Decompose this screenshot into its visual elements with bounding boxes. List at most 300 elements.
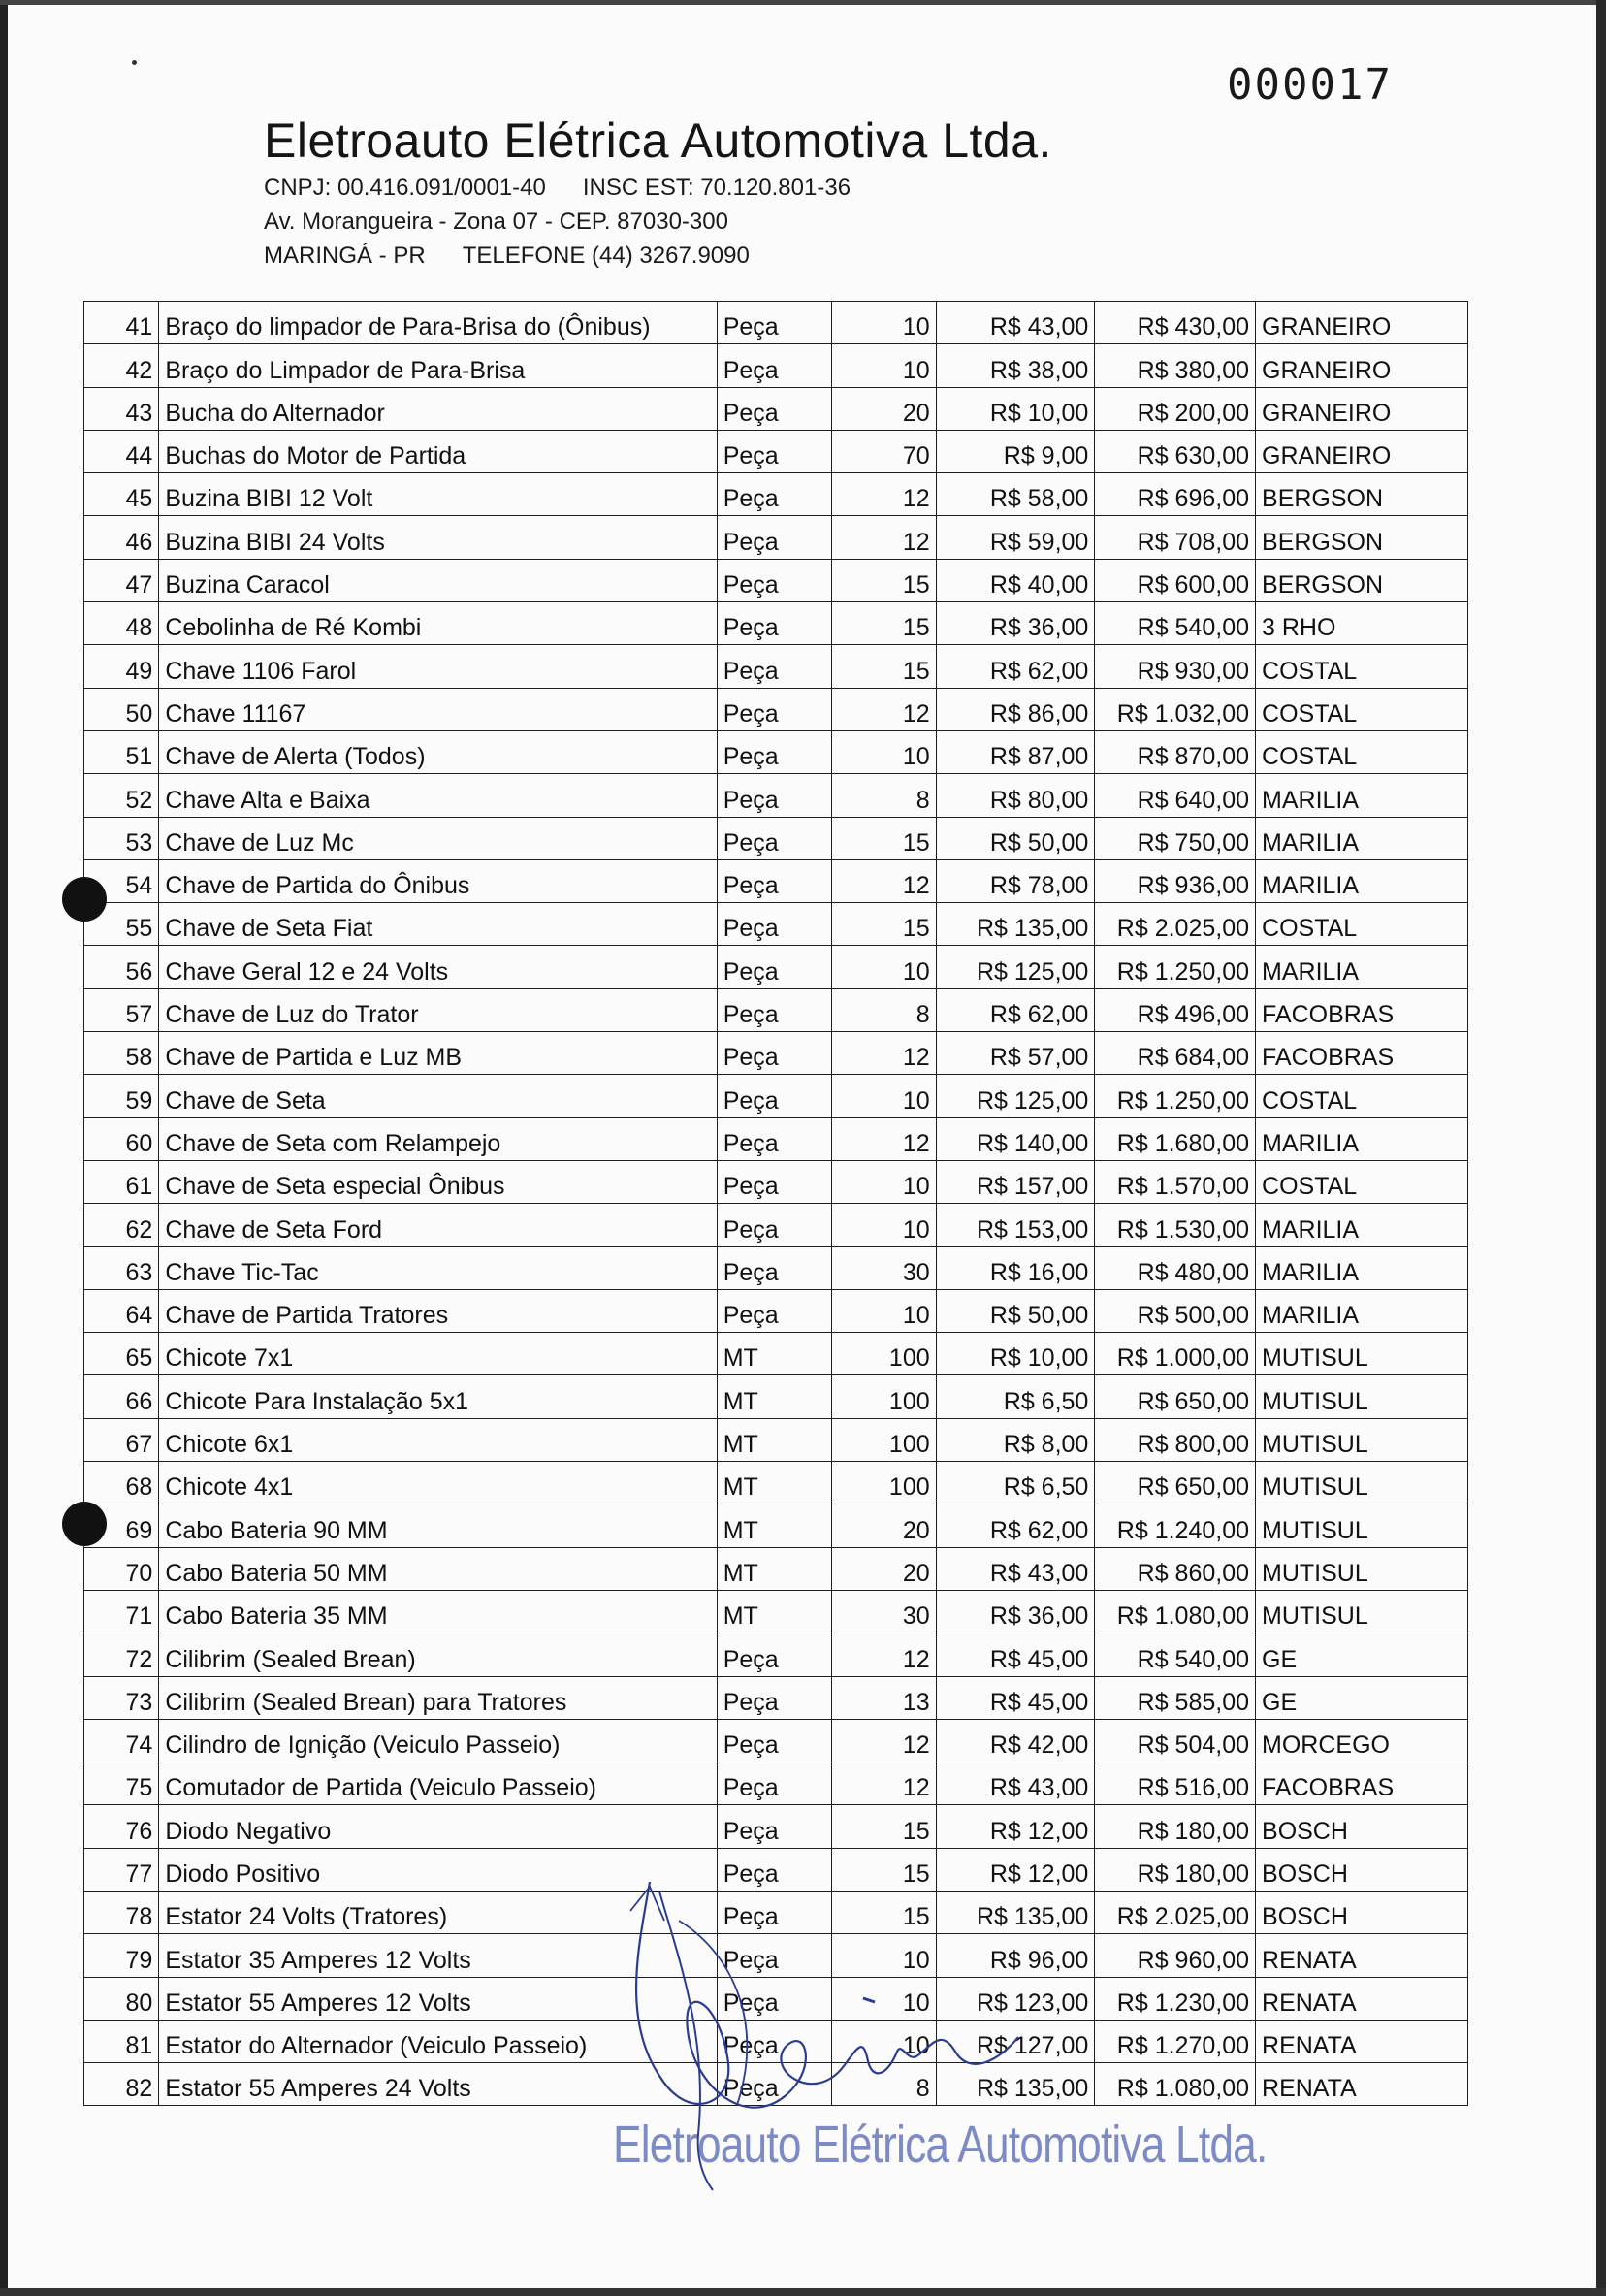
item-brand: RENATA (1256, 1977, 1468, 2020)
item-number: 81 (84, 2020, 159, 2062)
item-total: R$ 2.025,00 (1095, 1891, 1256, 1933)
item-quantity: 12 (832, 473, 936, 516)
item-brand: RENATA (1256, 2063, 1468, 2106)
item-unit: MT (717, 1418, 831, 1461)
item-quantity: 10 (832, 1160, 936, 1203)
item-description: Chave Alta e Baixa (159, 774, 717, 817)
item-unit: Peça (717, 903, 831, 946)
item-unit-price: R$ 36,00 (936, 602, 1095, 645)
item-unit-price: R$ 8,00 (936, 1418, 1095, 1461)
table-row (84, 1762, 1468, 1805)
item-unit-price: R$ 135,00 (936, 903, 1095, 946)
item-total: R$ 930,00 (1095, 645, 1256, 688)
item-unit-price: R$ 45,00 (936, 1676, 1095, 1719)
company-name: Eletroauto Elétrica Automotiva Ltda. (264, 113, 1052, 168)
item-description: Chave de Seta (159, 1075, 717, 1117)
item-description: Chave de Seta Ford (159, 1204, 717, 1246)
item-brand: MARILIA (1256, 1246, 1468, 1289)
table-row (84, 1590, 1468, 1633)
item-brand: BERGSON (1256, 473, 1468, 516)
item-unit-price: R$ 50,00 (936, 1289, 1095, 1332)
item-unit: Peça (717, 988, 831, 1031)
item-total: R$ 1.270,00 (1095, 2020, 1256, 2062)
item-description: Chave de Luz do Trator (159, 988, 717, 1031)
item-total: R$ 1.240,00 (1095, 1504, 1256, 1547)
table-row (84, 730, 1468, 773)
table-row (84, 1633, 1468, 1676)
item-unit-price: R$ 10,00 (936, 387, 1095, 430)
table-row (84, 645, 1468, 688)
item-brand: GRANEIRO (1256, 302, 1468, 344)
item-brand: MUTISUL (1256, 1462, 1468, 1504)
item-brand: FACOBRAS (1256, 1032, 1468, 1075)
item-unit: Peça (717, 302, 831, 344)
item-unit: Peça (717, 645, 831, 688)
item-unit-price: R$ 80,00 (936, 774, 1095, 817)
item-total: R$ 1.570,00 (1095, 1160, 1256, 1203)
item-description: Chave de Partida do Ônibus (159, 859, 717, 902)
item-quantity: 15 (832, 645, 936, 688)
item-total: R$ 2.025,00 (1095, 903, 1256, 946)
table-row (84, 473, 1468, 516)
item-description: Diodo Negativo (159, 1805, 717, 1848)
table-row (84, 1504, 1468, 1547)
item-brand: MARILIA (1256, 1117, 1468, 1160)
item-unit-price: R$ 6,50 (936, 1375, 1095, 1418)
item-total: R$ 696,00 (1095, 473, 1256, 516)
item-number: 63 (84, 1246, 159, 1289)
item-number: 41 (84, 302, 159, 344)
item-brand: MUTISUL (1256, 1504, 1468, 1547)
scan-edge-right (1596, 0, 1606, 2296)
item-total: R$ 540,00 (1095, 602, 1256, 645)
item-unit: Peça (717, 387, 831, 430)
item-number: 76 (84, 1805, 159, 1848)
table-row (84, 688, 1468, 730)
item-unit: Peça (717, 1934, 831, 1977)
item-quantity: 12 (832, 1032, 936, 1075)
item-unit-price: R$ 135,00 (936, 2063, 1095, 2106)
item-description: Cabo Bateria 35 MM (159, 1590, 717, 1633)
item-total: R$ 200,00 (1095, 387, 1256, 430)
item-total: R$ 430,00 (1095, 302, 1256, 344)
item-brand: MARILIA (1256, 774, 1468, 817)
item-total: R$ 870,00 (1095, 730, 1256, 773)
item-number: 82 (84, 2063, 159, 2106)
item-number: 71 (84, 1590, 159, 1633)
handwritten-signature (621, 1882, 1028, 2192)
item-number: 80 (84, 1977, 159, 2020)
item-quantity: 15 (832, 903, 936, 946)
item-unit: Peça (717, 1762, 831, 1805)
scan-edge-left (0, 0, 8, 2296)
item-description: Braço do Limpador de Para-Brisa (159, 344, 717, 387)
item-quantity: 10 (832, 1204, 936, 1246)
item-quantity: 13 (832, 1676, 936, 1719)
item-total: R$ 480,00 (1095, 1246, 1256, 1289)
item-description: Chave de Seta Fiat (159, 903, 717, 946)
company-phone: TELEFONE (44) 3267.9090 (462, 243, 750, 269)
item-total: R$ 1.080,00 (1095, 1590, 1256, 1633)
item-unit: Peça (717, 1977, 831, 2020)
item-number: 66 (84, 1375, 159, 1418)
item-quantity: 10 (832, 344, 936, 387)
item-description: Comutador de Partida (Veiculo Passeio) (159, 1762, 717, 1805)
item-number: 73 (84, 1676, 159, 1719)
item-quantity: 20 (832, 1504, 936, 1547)
item-number: 72 (84, 1633, 159, 1676)
item-number: 64 (84, 1289, 159, 1332)
item-unit-price: R$ 127,00 (936, 2020, 1095, 2062)
item-number: 59 (84, 1075, 159, 1117)
item-description: Diodo Positivo (159, 1848, 717, 1891)
item-quantity: 10 (832, 1075, 936, 1117)
table-row (84, 1117, 1468, 1160)
item-total: R$ 684,00 (1095, 1032, 1256, 1075)
item-brand: MUTISUL (1256, 1375, 1468, 1418)
item-quantity: 8 (832, 774, 936, 817)
table-row (84, 602, 1468, 645)
item-description: Cebolinha de Ré Kombi (159, 602, 717, 645)
item-total: R$ 750,00 (1095, 817, 1256, 859)
table-row (84, 817, 1468, 859)
company-city-phone-line (264, 243, 750, 270)
table-row (84, 344, 1468, 387)
item-unit: MT (717, 1462, 831, 1504)
item-unit-price: R$ 50,00 (936, 817, 1095, 859)
item-number: 79 (84, 1934, 159, 1977)
item-quantity: 15 (832, 1848, 936, 1891)
item-unit-price: R$ 36,00 (936, 1590, 1095, 1633)
item-quantity: 10 (832, 1289, 936, 1332)
item-brand: COSTAL (1256, 645, 1468, 688)
item-quantity: 30 (832, 1246, 936, 1289)
item-unit-price: R$ 62,00 (936, 988, 1095, 1031)
item-description: Cilibrim (Sealed Brean) para Tratores (159, 1676, 717, 1719)
item-brand: RENATA (1256, 2020, 1468, 2062)
item-number: 74 (84, 1719, 159, 1762)
item-unit: MT (717, 1504, 831, 1547)
item-total: R$ 1.230,00 (1095, 1977, 1256, 2020)
item-total: R$ 504,00 (1095, 1719, 1256, 1762)
item-unit: Peça (717, 516, 831, 559)
table-row (84, 1805, 1468, 1848)
item-unit-price: R$ 42,00 (936, 1719, 1095, 1762)
item-brand: COSTAL (1256, 730, 1468, 773)
item-unit: Peça (717, 473, 831, 516)
item-quantity: 10 (832, 730, 936, 773)
item-description: Chicote 4x1 (159, 1462, 717, 1504)
item-description: Chave de Alerta (Todos) (159, 730, 717, 773)
table-row (84, 1719, 1468, 1762)
item-description: Buzina BIBI 12 Volt (159, 473, 717, 516)
item-unit-price: R$ 12,00 (936, 1848, 1095, 1891)
item-total: R$ 630,00 (1095, 430, 1256, 472)
item-brand: MARILIA (1256, 817, 1468, 859)
item-unit: Peça (717, 817, 831, 859)
item-unit: Peça (717, 1719, 831, 1762)
company-stamp: Eletroauto Elétrica Automotiva Ltda. (613, 2116, 1268, 2174)
item-brand: MUTISUL (1256, 1590, 1468, 1633)
item-unit: Peça (717, 2063, 831, 2106)
item-brand: COSTAL (1256, 1160, 1468, 1203)
company-registration-line (264, 175, 851, 202)
item-unit: Peça (717, 1032, 831, 1075)
item-quantity: 12 (832, 1117, 936, 1160)
table-row (84, 302, 1468, 344)
item-total: R$ 650,00 (1095, 1462, 1256, 1504)
item-brand: GRANEIRO (1256, 344, 1468, 387)
item-number: 51 (84, 730, 159, 773)
item-description: Cabo Bateria 50 MM (159, 1547, 717, 1590)
item-total: R$ 860,00 (1095, 1547, 1256, 1590)
item-unit-price: R$ 157,00 (936, 1160, 1095, 1203)
item-unit-price: R$ 96,00 (936, 1934, 1095, 1977)
item-unit-price: R$ 62,00 (936, 645, 1095, 688)
item-description: Chave 1106 Farol (159, 645, 717, 688)
item-total: R$ 1.080,00 (1095, 2063, 1256, 2106)
items-table-body (84, 302, 1468, 2106)
item-unit: Peça (717, 1117, 831, 1160)
item-description: Estator do Alternador (Veiculo Passeio) (159, 2020, 717, 2062)
item-number: 46 (84, 516, 159, 559)
item-total: R$ 1.000,00 (1095, 1333, 1256, 1375)
item-unit-price: R$ 125,00 (936, 1075, 1095, 1117)
item-description: Buchas do Motor de Partida (159, 430, 717, 472)
item-unit-price: R$ 45,00 (936, 1633, 1095, 1676)
item-description: Chave de Partida e Luz MB (159, 1032, 717, 1075)
item-unit: Peça (717, 344, 831, 387)
item-total: R$ 600,00 (1095, 559, 1256, 601)
items-table-wrapper (83, 301, 1468, 2106)
item-description: Chicote 7x1 (159, 1333, 717, 1375)
table-row (84, 1333, 1468, 1375)
scan-edge-bottom (0, 2288, 1606, 2296)
item-unit: Peça (717, 730, 831, 773)
item-total: R$ 800,00 (1095, 1418, 1256, 1461)
item-quantity: 15 (832, 602, 936, 645)
item-brand: MUTISUL (1256, 1547, 1468, 1590)
item-number: 56 (84, 946, 159, 988)
table-row (84, 774, 1468, 817)
item-unit: Peça (717, 1204, 831, 1246)
item-description: Estator 24 Volts (Tratores) (159, 1891, 717, 1933)
item-number: 53 (84, 817, 159, 859)
item-unit-price: R$ 87,00 (936, 730, 1095, 773)
item-quantity: 10 (832, 2020, 936, 2062)
item-brand: BOSCH (1256, 1805, 1468, 1848)
item-unit-price: R$ 43,00 (936, 1762, 1095, 1805)
item-number: 70 (84, 1547, 159, 1590)
item-unit: Peça (717, 859, 831, 902)
table-row (84, 1462, 1468, 1504)
company-cnpj: CNPJ: 00.416.091/0001-40 (264, 175, 546, 201)
item-unit-price: R$ 9,00 (936, 430, 1095, 472)
item-number: 65 (84, 1333, 159, 1375)
item-total: R$ 180,00 (1095, 1805, 1256, 1848)
punch-hole (62, 877, 107, 922)
company-address: Av. Morangueira - Zona 07 - CEP. 87030-300 (264, 209, 728, 235)
item-quantity: 12 (832, 1719, 936, 1762)
item-brand: COSTAL (1256, 688, 1468, 730)
table-row (84, 1547, 1468, 1590)
item-number: 57 (84, 988, 159, 1031)
table-row (84, 1676, 1468, 1719)
item-quantity: 8 (832, 988, 936, 1031)
item-number: 50 (84, 688, 159, 730)
item-total: R$ 180,00 (1095, 1848, 1256, 1891)
table-row (84, 430, 1468, 472)
item-quantity: 20 (832, 387, 936, 430)
item-unit: Peça (717, 1246, 831, 1289)
item-description: Estator 55 Amperes 12 Volts (159, 1977, 717, 2020)
item-number: 44 (84, 430, 159, 472)
item-quantity: 12 (832, 1633, 936, 1676)
item-quantity: 100 (832, 1418, 936, 1461)
item-description: Cilibrim (Sealed Brean) (159, 1633, 717, 1676)
item-number: 69 (84, 1504, 159, 1547)
item-unit-price: R$ 43,00 (936, 1547, 1095, 1590)
item-number: 52 (84, 774, 159, 817)
item-total: R$ 936,00 (1095, 859, 1256, 902)
item-quantity: 12 (832, 516, 936, 559)
table-row (84, 1375, 1468, 1418)
item-unit-price: R$ 57,00 (936, 1032, 1095, 1075)
item-number: 43 (84, 387, 159, 430)
item-description: Estator 55 Amperes 24 Volts (159, 2063, 717, 2106)
item-number: 68 (84, 1462, 159, 1504)
item-quantity: 10 (832, 1934, 936, 1977)
item-number: 42 (84, 344, 159, 387)
item-unit-price: R$ 78,00 (936, 859, 1095, 902)
item-unit: Peça (717, 774, 831, 817)
item-total: R$ 650,00 (1095, 1375, 1256, 1418)
table-row (84, 1075, 1468, 1117)
item-unit-price: R$ 140,00 (936, 1117, 1095, 1160)
item-quantity: 20 (832, 1547, 936, 1590)
item-description: Buzina Caracol (159, 559, 717, 601)
item-description: Chave de Seta com Relampejo (159, 1117, 717, 1160)
table-row (84, 387, 1468, 430)
item-unit-price: R$ 59,00 (936, 516, 1095, 559)
item-unit: Peça (717, 1676, 831, 1719)
item-number: 67 (84, 1418, 159, 1461)
item-brand: MARILIA (1256, 946, 1468, 988)
item-number: 78 (84, 1891, 159, 1933)
item-unit: Peça (717, 602, 831, 645)
item-unit-price: R$ 40,00 (936, 559, 1095, 601)
table-row (84, 988, 1468, 1031)
item-quantity: 10 (832, 946, 936, 988)
item-description: Cabo Bateria 90 MM (159, 1504, 717, 1547)
item-number: 55 (84, 903, 159, 946)
item-unit-price: R$ 16,00 (936, 1246, 1095, 1289)
item-unit: Peça (717, 1848, 831, 1891)
item-unit-price: R$ 153,00 (936, 1204, 1095, 1246)
item-quantity: 15 (832, 1805, 936, 1848)
item-unit-price: R$ 10,00 (936, 1333, 1095, 1375)
item-brand: MORCEGO (1256, 1719, 1468, 1762)
item-description: Bucha do Alternador (159, 387, 717, 430)
item-brand: 3 RHO (1256, 602, 1468, 645)
company-insc-est: INSC EST: 70.120.801-36 (582, 175, 851, 201)
item-total: R$ 1.250,00 (1095, 1075, 1256, 1117)
table-row (84, 1160, 1468, 1203)
item-quantity: 100 (832, 1462, 936, 1504)
item-total: R$ 1.250,00 (1095, 946, 1256, 988)
item-quantity: 100 (832, 1333, 936, 1375)
item-number: 45 (84, 473, 159, 516)
item-brand: MARILIA (1256, 1204, 1468, 1246)
item-quantity: 10 (832, 1977, 936, 2020)
item-quantity: 15 (832, 559, 936, 601)
item-unit: Peça (717, 430, 831, 472)
item-total: R$ 585,00 (1095, 1676, 1256, 1719)
item-unit: Peça (717, 1805, 831, 1848)
item-description: Chave de Partida Tratores (159, 1289, 717, 1332)
item-brand: BOSCH (1256, 1848, 1468, 1891)
item-number: 62 (84, 1204, 159, 1246)
item-number: 47 (84, 559, 159, 601)
table-row (84, 1418, 1468, 1461)
item-unit-price: R$ 86,00 (936, 688, 1095, 730)
table-row (84, 1246, 1468, 1289)
item-quantity: 15 (832, 817, 936, 859)
item-brand: GE (1256, 1633, 1468, 1676)
item-total: R$ 708,00 (1095, 516, 1256, 559)
item-unit-price: R$ 6,50 (936, 1462, 1095, 1504)
item-brand: MUTISUL (1256, 1333, 1468, 1375)
item-description: Chicote Para Instalação 5x1 (159, 1375, 717, 1418)
item-number: 77 (84, 1848, 159, 1891)
items-table (83, 301, 1468, 2106)
item-brand: MARILIA (1256, 859, 1468, 902)
table-row (84, 903, 1468, 946)
table-row (84, 1204, 1468, 1246)
item-unit: MT (717, 1333, 831, 1375)
item-description: Estator 35 Amperes 12 Volts (159, 1934, 717, 1977)
item-brand: BERGSON (1256, 516, 1468, 559)
item-unit: MT (717, 1547, 831, 1590)
item-description: Chave Geral 12 e 24 Volts (159, 946, 717, 988)
item-quantity: 100 (832, 1375, 936, 1418)
item-total: R$ 516,00 (1095, 1762, 1256, 1805)
item-quantity: 10 (832, 302, 936, 344)
item-quantity: 70 (832, 430, 936, 472)
item-unit: MT (717, 1590, 831, 1633)
item-unit: Peça (717, 946, 831, 988)
table-row (84, 946, 1468, 988)
item-total: R$ 1.032,00 (1095, 688, 1256, 730)
item-total: R$ 500,00 (1095, 1289, 1256, 1332)
document-number: 000017 (1227, 60, 1393, 110)
item-number: 75 (84, 1762, 159, 1805)
item-number: 60 (84, 1117, 159, 1160)
scan-speck (132, 60, 137, 65)
item-brand: BOSCH (1256, 1891, 1468, 1933)
item-description: Chave de Seta especial Ônibus (159, 1160, 717, 1203)
item-unit: Peça (717, 1289, 831, 1332)
item-unit-price: R$ 62,00 (936, 1504, 1095, 1547)
item-brand: RENATA (1256, 1934, 1468, 1977)
item-unit-price: R$ 123,00 (936, 1977, 1095, 2020)
item-unit-price: R$ 125,00 (936, 946, 1095, 988)
item-brand: COSTAL (1256, 1075, 1468, 1117)
item-description: Cilindro de Ignição (Veiculo Passeio) (159, 1719, 717, 1762)
item-unit: Peça (717, 688, 831, 730)
item-description: Chave 11167 (159, 688, 717, 730)
item-quantity: 12 (832, 688, 936, 730)
